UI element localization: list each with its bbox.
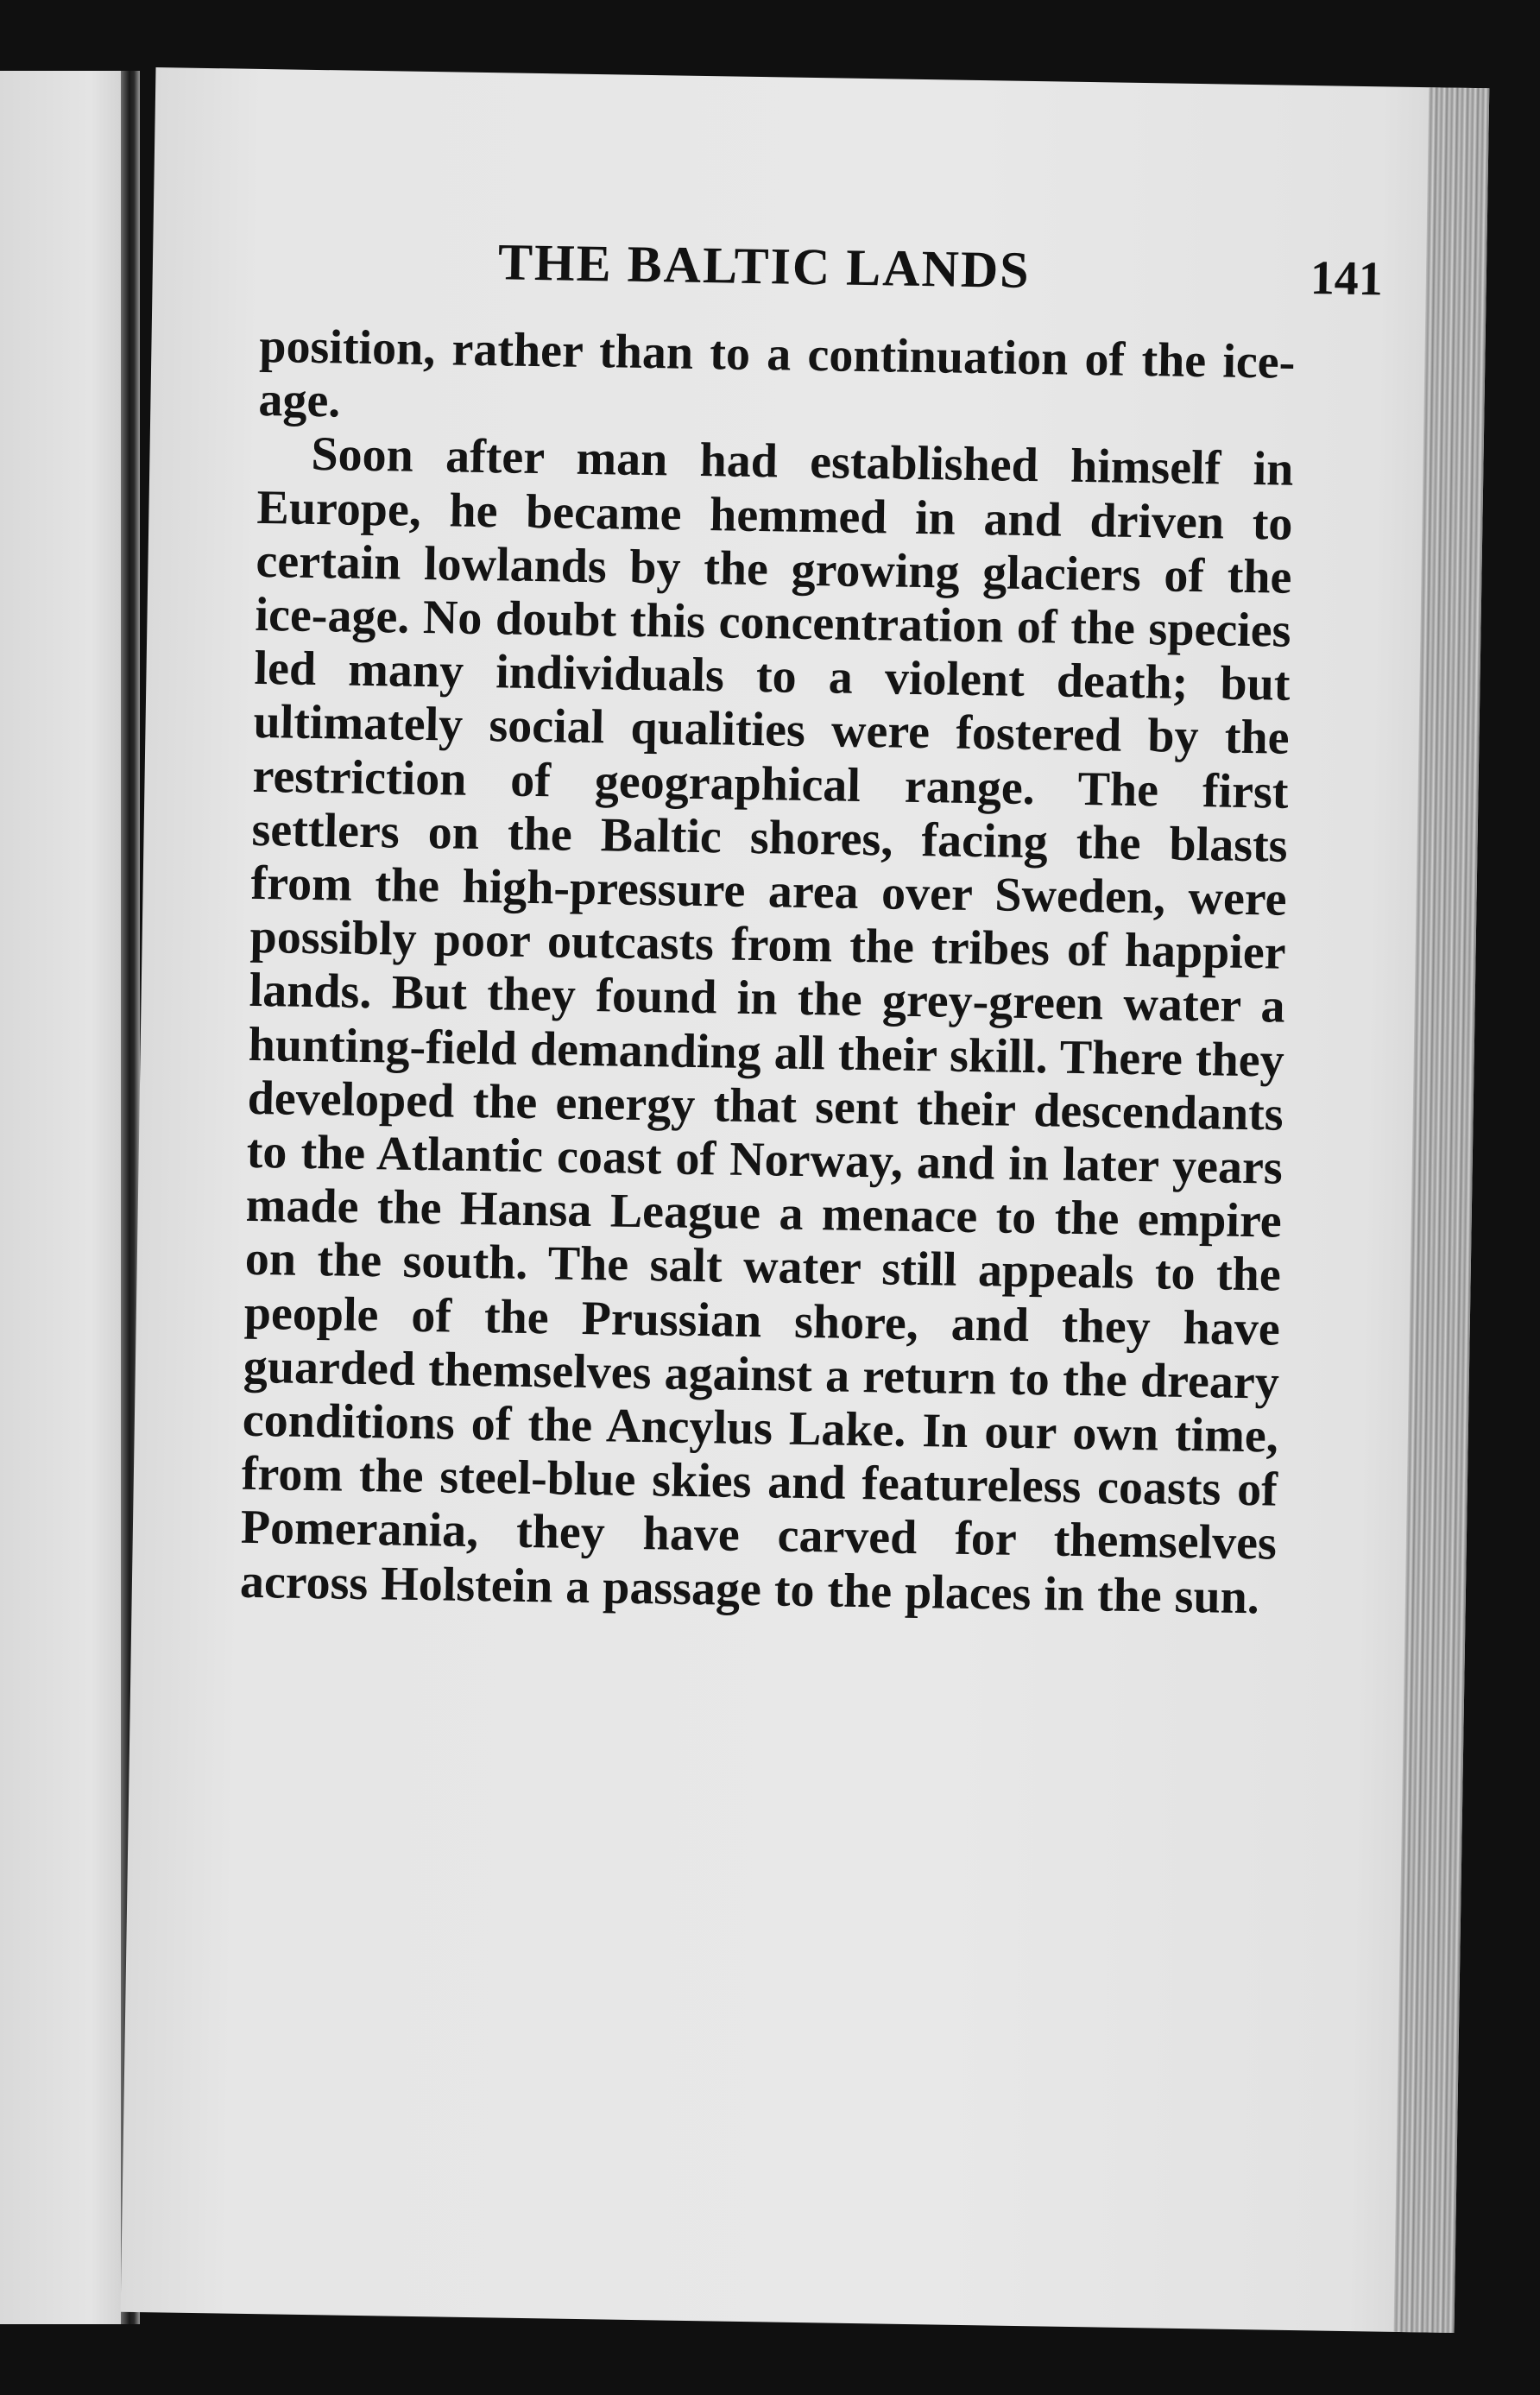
- body-text: [239, 319, 1295, 1625]
- paragraph: Soon after man had established himself in Europe, he became hemmed in and driven to certain lowlands by the growing glaciers of the ice-age. No doubt this concentration of the species led many individuals to a violent death; but ultimately social qualities were fostered by the restriction of geographical range. The first settlers on the Baltic shores, facing the blasts from the high-pressure area over Sweden, were possibly poor outcasts from the tribes of happier lands. But they found in the grey-green water a hunting-field demanding all their skill. There they developed the energy that sent their descendants to the Atlantic coast of Norway, and in later years made the Hansa League a menace to the empire on the south. The salt water still appeals to the people of the Prussian shore, and they have guarded themselves against a return to the dreary conditions of the Ancylus Lake. In our own time, from the steel-blue skies and featureless coasts of Pomerania, they have carved for themselves across Holstein a passage to the places in the sun.: [239, 427, 1294, 1624]
- page-edge: [1393, 87, 1489, 2333]
- running-head: THE BALTIC LANDS: [497, 233, 1032, 299]
- facing-page: [0, 71, 129, 2324]
- page-header: [260, 229, 1383, 315]
- paragraph: position, rather than to a continuation of the ice-age.: [257, 319, 1296, 428]
- book-page: [121, 67, 1490, 2333]
- page-number: 141: [1310, 251, 1384, 306]
